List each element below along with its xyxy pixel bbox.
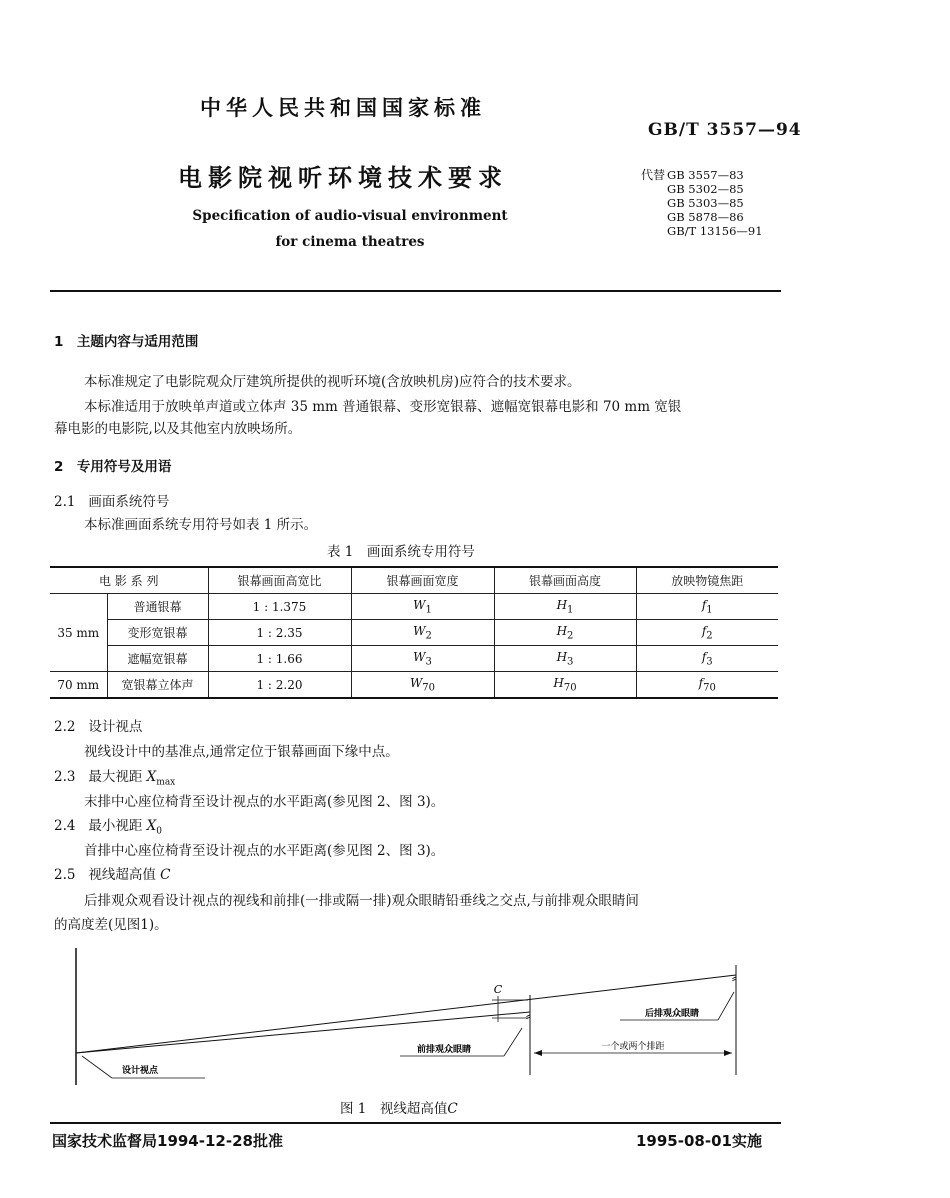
symbol: W xyxy=(413,623,426,638)
table-cell xyxy=(636,594,778,620)
symbol: H xyxy=(553,675,564,690)
section1-paragraph2-line1: 本标准适用于放映单声道或立体声 35 mm 普通银幕、变形宽银幕、遮幅宽银幕电影和 70 mm 宽银 xyxy=(84,399,682,415)
table-cell: 1 : 1.66 xyxy=(208,646,351,672)
replaces-item: GB 3557—83 xyxy=(667,168,744,182)
section-2-5-text-line2: 的高度差(见图1)。 xyxy=(54,917,168,933)
table-cell xyxy=(351,620,494,646)
table-cell xyxy=(351,646,494,672)
symbol-sub: 3 xyxy=(706,656,713,668)
replaces-item: GB 5302—85 xyxy=(667,182,744,196)
front-eye-marker: ⸗ xyxy=(526,1009,530,1023)
figure1-diagram xyxy=(60,940,760,1090)
symbol: H xyxy=(556,649,568,664)
header-divider xyxy=(50,290,781,292)
label-front-eye: 前排观众眼睛 xyxy=(416,1045,472,1055)
table-group-cell: 35 mm xyxy=(50,594,107,672)
table-cell: 普通银幕 xyxy=(107,594,208,620)
replaces-label: 代替 xyxy=(641,168,666,182)
symbol-sub: 1 xyxy=(567,604,574,616)
symbol: f xyxy=(701,649,707,664)
table-group-cell: 70 mm xyxy=(50,672,107,699)
table-cell xyxy=(494,594,636,620)
section-number: 2.4 xyxy=(54,818,76,834)
symbol: f xyxy=(701,597,707,612)
replaces-item: GB 5878—86 xyxy=(667,210,744,224)
section-number: 2.3 xyxy=(54,769,76,785)
table-cell: 宽银幕立体声 xyxy=(107,672,208,699)
table-row xyxy=(50,620,778,646)
symbol: f xyxy=(701,623,707,638)
symbol: W xyxy=(413,649,426,664)
section1-paragraph1: 本标准规定了电影院观众厅建筑所提供的视听环境(含放映机房)应符合的技术要求。 xyxy=(84,374,581,390)
symbol: W xyxy=(413,597,426,612)
section-title: 最大视距 xyxy=(88,769,147,785)
symbol-sub: 70 xyxy=(563,682,577,694)
row-distance-arrow-right xyxy=(724,1050,732,1056)
section1-paragraph2-line2: 幕电影的电影院,以及其他室内放映场所。 xyxy=(54,421,302,437)
table-cell: 1 : 2.20 xyxy=(208,672,351,699)
footer-divider xyxy=(50,1122,781,1124)
symbol: H xyxy=(556,597,568,612)
implementation-date: 1995-08-01实施 xyxy=(636,1132,762,1150)
symbol: H xyxy=(556,623,568,638)
standard-number: GB/T 3557—94 xyxy=(648,120,802,140)
symbol-sub: 70 xyxy=(422,682,436,694)
rear-eye-marker: ⸗ xyxy=(732,971,736,985)
table-header-cell: 银幕画面高宽比 xyxy=(208,567,351,594)
section-title: 设计视点 xyxy=(88,719,143,735)
symbol: C xyxy=(160,867,171,883)
replaces-list xyxy=(667,168,763,238)
replaces-item: GB 5303—85 xyxy=(667,196,744,210)
label-design-point: 设计视点 xyxy=(121,1066,159,1076)
symbol-sub: max xyxy=(156,777,176,788)
national-standard-heading: 中华人民共和国国家标准 xyxy=(200,96,486,120)
symbol: f xyxy=(698,675,704,690)
section-2-2-text: 视线设计中的基准点,通常定位于银幕画面下缘中点。 xyxy=(84,744,399,760)
table-cell xyxy=(636,672,778,699)
section-number: 2.2 xyxy=(54,719,76,735)
front-eye-leader xyxy=(504,1028,522,1056)
symbol-sub: 1 xyxy=(425,604,432,616)
table-header-row xyxy=(50,567,778,594)
section-2-4-heading xyxy=(54,814,162,837)
table-header-cell: 电 影 系 列 xyxy=(50,567,208,594)
symbol-sub: 2 xyxy=(567,630,574,642)
section-title: 最小视距 xyxy=(88,818,147,834)
table-cell: 遮幅宽银幕 xyxy=(107,646,208,672)
symbol: W xyxy=(409,675,423,690)
table-cell xyxy=(494,646,636,672)
document-title-en-line1: Specification of audio-visual environment xyxy=(192,208,508,224)
document-title-en-line2: for cinema theatres xyxy=(275,234,425,250)
table-row xyxy=(50,672,778,699)
section-number: 2.5 xyxy=(54,867,76,883)
section-2-5-heading xyxy=(54,863,171,883)
symbol-sub: 3 xyxy=(567,656,574,668)
section-title: 画面系统符号 xyxy=(88,494,170,510)
section1-heading: 1 主题内容与适用范围 xyxy=(54,334,199,350)
symbol-sub: 2 xyxy=(425,630,432,642)
label-rows: 一个或两个排距 xyxy=(601,1042,665,1052)
table-cell: 1 : 1.375 xyxy=(208,594,351,620)
figure1-caption-text: 图 1 视线超高值 xyxy=(340,1101,448,1117)
row-distance-arrow-left xyxy=(534,1050,542,1056)
table-header-cell: 放映物镜焦距 xyxy=(636,567,778,594)
figure1-caption xyxy=(340,1097,458,1117)
replaces-item: GB/T 13156—91 xyxy=(667,224,763,238)
label-rear-eye: 后排观众眼睛 xyxy=(644,1009,700,1019)
section2-heading: 2 专用符号及用语 xyxy=(54,459,172,475)
section-2-5-text-line1: 后排观众观看设计视点的视线和前排(一排或隔一排)观众眼睛铅垂线之交点,与前排观众眼睛间 xyxy=(84,893,639,909)
table-row xyxy=(50,646,778,672)
table-cell: 1 : 2.35 xyxy=(208,620,351,646)
symbol-sub: 70 xyxy=(703,682,716,694)
replaces-block xyxy=(641,168,763,238)
table1-caption: 表 1 画面系统专用符号 xyxy=(327,544,475,560)
table-row xyxy=(50,594,778,620)
section-2-1-heading xyxy=(54,490,169,510)
table-cell xyxy=(494,620,636,646)
rear-eye-leader xyxy=(718,992,734,1020)
table-header-cell: 银幕画面宽度 xyxy=(351,567,494,594)
table-cell xyxy=(494,672,636,699)
section-2-4-text: 首排中心座位椅背至设计视点的水平距离(参见图 2、图 3)。 xyxy=(84,843,445,859)
section-title: 视线超高值 xyxy=(88,867,161,883)
section-2-2-heading xyxy=(54,715,142,735)
symbol-sub: 3 xyxy=(425,656,432,668)
section-number: 2.1 xyxy=(54,494,76,510)
table-header-cell: 银幕画面高度 xyxy=(494,567,636,594)
section-2-3-heading xyxy=(54,765,175,788)
section-2-3-text: 末排中心座位椅背至设计视点的水平距离(参见图 2、图 3)。 xyxy=(84,794,445,810)
symbol: C xyxy=(447,1101,458,1117)
approval-date: 国家技术监督局1994-12-28批准 xyxy=(52,1132,283,1150)
table-cell xyxy=(351,672,494,699)
symbol: X xyxy=(146,818,157,834)
symbol-sub: 1 xyxy=(706,604,713,616)
table-cell xyxy=(636,646,778,672)
table-cell xyxy=(636,620,778,646)
document-title-cn: 电影院视听环境技术要求 xyxy=(178,164,508,192)
table-cell xyxy=(351,594,494,620)
symbol-sub: 2 xyxy=(706,630,713,642)
table-cell: 变形宽银幕 xyxy=(107,620,208,646)
symbol-sub: 0 xyxy=(156,826,163,837)
symbol: X xyxy=(146,769,157,785)
table1 xyxy=(50,566,778,699)
label-c: C xyxy=(493,983,503,996)
section-2-1-text: 本标准画面系统专用符号如表 1 所示。 xyxy=(84,517,318,533)
design-point-leader xyxy=(82,1056,112,1078)
